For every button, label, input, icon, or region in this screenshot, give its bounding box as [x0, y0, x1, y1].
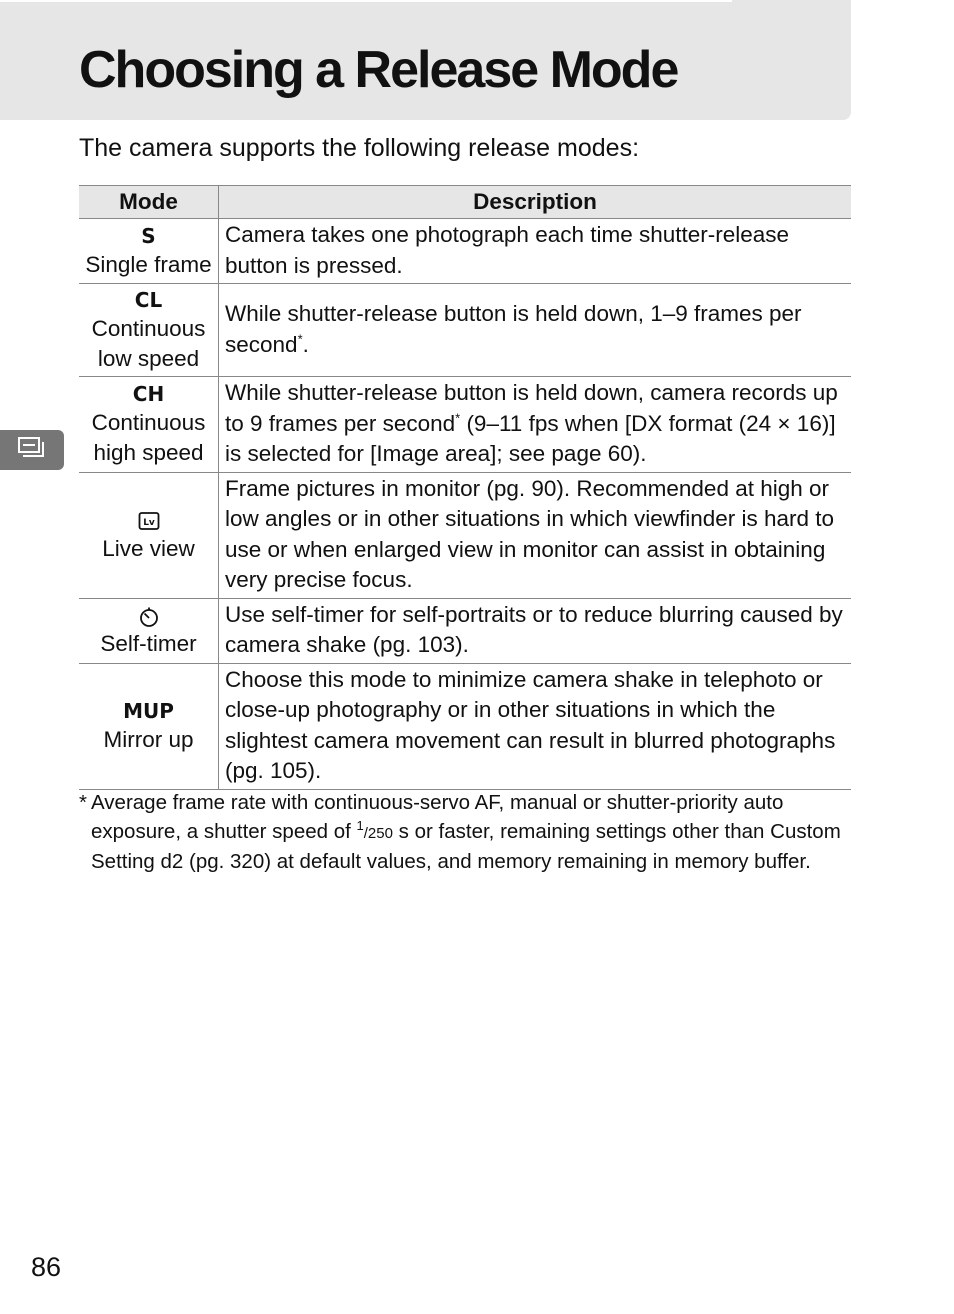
description-cell: [219, 472, 852, 598]
mode-description-tail: .: [302, 331, 309, 357]
mode-name: Single frame: [85, 251, 212, 277]
footnote-text-start: Average frame rate with continuous-servo AF, manual or shutter-priority auto exposure, a shutter speed of: [91, 791, 784, 843]
footnote-reference: *: [455, 410, 461, 425]
mode-description: While shutter-release button is held down, camera records up to 9 frames per second: [225, 380, 838, 436]
intro-text: The camera supports the following release modes:: [79, 134, 640, 162]
description-cell: [219, 663, 852, 789]
mode-cell: [79, 598, 219, 663]
continuous-low-icon: CL: [134, 287, 163, 312]
mode-description: While shutter-release button is held down, 1–9 frames per second: [225, 301, 802, 357]
title-band-topline: [0, 0, 732, 2]
section-side-tab: [0, 430, 64, 470]
mode-description-tail: (9–11 fps when [DX format (24 × 16)] is selected for [Image area]; see page 60).: [225, 410, 836, 466]
table-header-row: [79, 186, 851, 219]
table-row-continuous-low: [79, 284, 851, 377]
footnote-text: [91, 789, 851, 877]
mode-description: Use self-timer for self-portraits or to reduce blurring caused by camera shake (pg. 103).: [225, 601, 843, 657]
page-number: 86: [31, 1252, 62, 1282]
footnote-text-end: s or faster, remaining settings other than Custom Setting d2 (pg. 320) at default values, and memory remaining in memory buffer.: [91, 819, 841, 873]
footnote-reference: *: [297, 331, 303, 346]
description-cell: [219, 598, 852, 663]
table-row-continuous-high: [79, 377, 851, 473]
page-title: Choosing a Release Mode: [79, 41, 678, 99]
release-mode-icon: [17, 436, 47, 465]
mode-cell: [79, 377, 219, 473]
continuous-high-icon: CH: [132, 381, 165, 406]
live-view-icon-label: Lv: [142, 518, 155, 529]
self-timer-icon: [83, 601, 214, 629]
live-view-icon: [83, 506, 214, 534]
shutter-fraction-denominator: /250: [363, 824, 393, 842]
mode-cell: [79, 284, 219, 377]
table-row-mirror-up: [79, 663, 851, 789]
mode-name-line-1: Continuous: [91, 315, 206, 341]
shutter-fraction-numerator: 1: [356, 817, 364, 833]
description-column-header: Description: [219, 186, 852, 219]
description-cell: [219, 377, 852, 473]
mode-description: Camera takes one photograph each time shutter-release button is pressed.: [225, 222, 790, 278]
description-cell: [219, 219, 852, 284]
mode-name: Mirror up: [103, 726, 194, 752]
mode-column-header: Mode: [79, 186, 219, 219]
mode-name-line-2: high speed: [93, 440, 204, 466]
table-row-self-timer: [79, 598, 851, 663]
footnote-marker: *: [79, 791, 87, 814]
mode-description: Frame pictures in monitor (pg. 90). Recommended at high or low angles or in other situations in which viewfinder is hard to use or when enlarged view in monitor can assist in obtaining very precise focus.: [225, 475, 835, 592]
footnote: [79, 789, 851, 877]
description-cell: [219, 284, 852, 377]
mode-cell: [79, 219, 219, 284]
mode-description: Choose this mode to minimize camera shake in telephoto or close-up photography or in other situations in which the slightest camera movement can result in blurred photographs (pg. 105).: [225, 666, 836, 783]
mode-cell: [79, 663, 219, 789]
release-mode-table: [79, 185, 851, 790]
table-row-single-frame: [79, 219, 851, 284]
mode-cell: [79, 472, 219, 598]
mode-name-line-1: Continuous: [91, 409, 206, 435]
table-row-live-view: [79, 472, 851, 598]
mirror-up-icon: MUP: [123, 698, 174, 723]
single-frame-icon: S: [141, 223, 156, 248]
mode-name: Live view: [102, 535, 195, 561]
mode-name: Self-timer: [100, 631, 197, 657]
mode-name-line-2: low speed: [97, 346, 200, 371]
